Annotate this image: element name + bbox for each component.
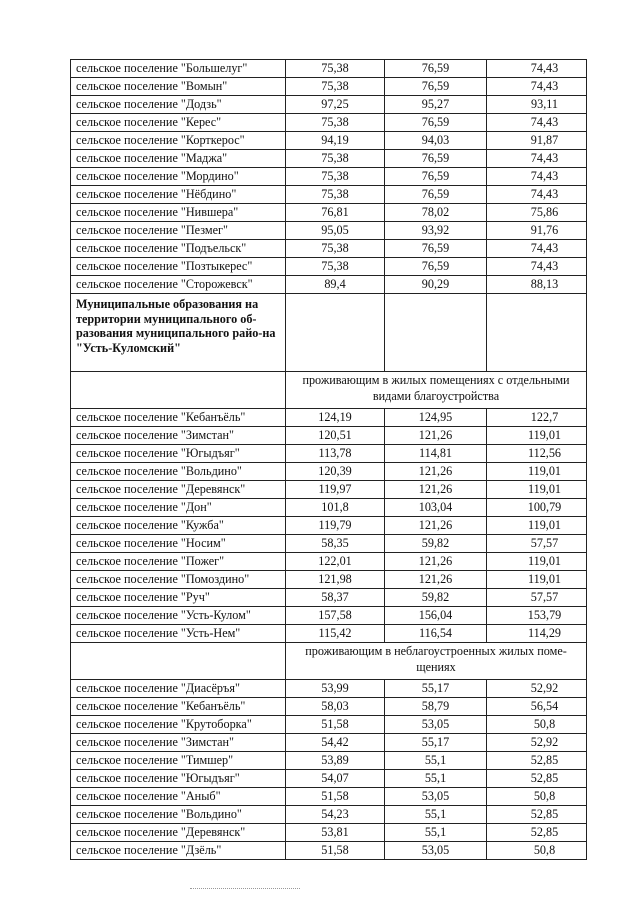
settlement-name-cell: сельское поселение "Югыдъяг" (71, 445, 286, 463)
value-cell-1: 53,81 (286, 824, 385, 842)
value-cell-2: 121,26 (385, 571, 487, 589)
table-row (71, 788, 587, 806)
value-cell-1: 119,79 (286, 517, 385, 535)
value-cell-3: 119,01 (487, 571, 587, 589)
table-row (71, 168, 587, 186)
value-cell-2: 53,05 (385, 842, 487, 860)
value-cell-1: 75,38 (286, 150, 385, 168)
table-block-1 (71, 60, 587, 294)
value-cell-1: 58,03 (286, 698, 385, 716)
value-cell-3: 50,8 (487, 716, 587, 734)
settlement-name-cell: сельское поселение "Большелуг" (71, 60, 286, 78)
settlement-name-cell: сельское поселение "Подъельск" (71, 240, 286, 258)
value-cell-1: 75,38 (286, 186, 385, 204)
table-row (71, 517, 587, 535)
table-row (71, 427, 587, 445)
value-cell-3: 74,43 (487, 240, 587, 258)
settlement-name-cell: сельское поселение "Дон" (71, 499, 286, 517)
value-cell-2: 121,26 (385, 427, 487, 445)
table-row (71, 60, 587, 78)
value-cell-3: 52,85 (487, 752, 587, 770)
settlement-name-cell: сельское поселение "Пожег" (71, 553, 286, 571)
value-cell-3: 91,76 (487, 222, 587, 240)
settlement-name-cell: сельское поселение "Носим" (71, 535, 286, 553)
settlement-name-cell: сельское поселение "Руч" (71, 589, 286, 607)
value-cell-2: 76,59 (385, 258, 487, 276)
settlement-name-cell: сельское поселение "Вольдино" (71, 806, 286, 824)
value-cell-1: 76,81 (286, 204, 385, 222)
settlement-name-cell: сельское поселение "Диасёръя" (71, 680, 286, 698)
value-cell-2: 55,1 (385, 770, 487, 788)
table-row (71, 258, 587, 276)
value-cell-2: 121,26 (385, 463, 487, 481)
value-cell-3: 52,92 (487, 734, 587, 752)
value-cell-1: 94,19 (286, 132, 385, 150)
value-cell-3: 52,85 (487, 806, 587, 824)
value-cell-2: 76,59 (385, 60, 487, 78)
value-cell-2: 76,59 (385, 150, 487, 168)
value-cell-2: 121,26 (385, 481, 487, 499)
value-cell-1: 75,38 (286, 258, 385, 276)
value-cell-3: 74,43 (487, 168, 587, 186)
table-row (71, 607, 587, 625)
value-cell-2: 55,1 (385, 806, 487, 824)
empty-cell (487, 294, 587, 372)
table-row (71, 114, 587, 132)
value-cell-3: 119,01 (487, 481, 587, 499)
value-cell-1: 54,07 (286, 770, 385, 788)
value-cell-3: 119,01 (487, 553, 587, 571)
settlement-name-cell: сельское поселение "Кужба" (71, 517, 286, 535)
table-row (71, 680, 587, 698)
value-cell-2: 76,59 (385, 114, 487, 132)
value-cell-1: 121,98 (286, 571, 385, 589)
value-cell-1: 115,42 (286, 625, 385, 643)
value-cell-1: 122,01 (286, 553, 385, 571)
value-cell-2: 95,27 (385, 96, 487, 114)
value-cell-2: 55,1 (385, 752, 487, 770)
value-cell-1: 58,35 (286, 535, 385, 553)
value-cell-1: 157,58 (286, 607, 385, 625)
tariff-table (70, 59, 587, 860)
settlement-name-cell: сельское поселение "Маджа" (71, 150, 286, 168)
table-row (71, 481, 587, 499)
table-row (71, 571, 587, 589)
settlement-name-cell: сельское поселение "Деревянск" (71, 824, 286, 842)
value-cell-3: 74,43 (487, 114, 587, 132)
table-block-2 (71, 409, 587, 643)
value-cell-3: 153,79 (487, 607, 587, 625)
value-cell-3: 119,01 (487, 463, 587, 481)
value-cell-2: 76,59 (385, 240, 487, 258)
settlement-name-cell: сельское поселение "Сторожевск" (71, 276, 286, 294)
value-cell-2: 114,81 (385, 445, 487, 463)
value-cell-1: 54,42 (286, 734, 385, 752)
value-cell-1: 113,78 (286, 445, 385, 463)
value-cell-3: 88,13 (487, 276, 587, 294)
table-row (71, 186, 587, 204)
value-cell-1: 58,37 (286, 589, 385, 607)
empty-cell (385, 294, 487, 372)
value-cell-2: 93,92 (385, 222, 487, 240)
settlement-name-cell: сельское поселение "Корткерос" (71, 132, 286, 150)
settlement-name-cell: сельское поселение "Позтыкерес" (71, 258, 286, 276)
settlement-name-cell: сельское поселение "Вомын" (71, 78, 286, 96)
value-cell-1: 51,58 (286, 788, 385, 806)
settlement-name-cell: сельское поселение "Усть-Кулом" (71, 607, 286, 625)
settlement-name-cell: сельское поселение "Дзёль" (71, 842, 286, 860)
value-cell-1: 53,89 (286, 752, 385, 770)
value-cell-2: 58,79 (385, 698, 487, 716)
value-cell-3: 74,43 (487, 78, 587, 96)
empty-cell (71, 372, 286, 409)
value-cell-2: 156,04 (385, 607, 487, 625)
settlement-name-cell: сельское поселение "Керес" (71, 114, 286, 132)
table-row (71, 535, 587, 553)
value-cell-2: 103,04 (385, 499, 487, 517)
settlement-name-cell: сельское поселение "Нившера" (71, 204, 286, 222)
settlement-name-cell: сельское поселение "Тимшер" (71, 752, 286, 770)
value-cell-1: 101,8 (286, 499, 385, 517)
value-cell-1: 75,38 (286, 240, 385, 258)
scan-artifact-line (190, 888, 300, 889)
settlement-name-cell: сельское поселение "Зимстан" (71, 427, 286, 445)
value-cell-3: 74,43 (487, 258, 587, 276)
table-row (71, 589, 587, 607)
value-cell-3: 119,01 (487, 427, 587, 445)
value-cell-2: 59,82 (385, 589, 487, 607)
section-heading: Муниципальные образования на территории муниципального об-разования муниципального райо-на "Усть-Куломский" (71, 294, 286, 372)
value-cell-1: 119,97 (286, 481, 385, 499)
value-cell-3: 74,43 (487, 186, 587, 204)
subheading-row-2 (71, 643, 587, 680)
value-cell-2: 121,26 (385, 517, 487, 535)
value-cell-3: 57,57 (487, 589, 587, 607)
value-cell-3: 74,43 (487, 150, 587, 168)
value-cell-2: 53,05 (385, 716, 487, 734)
table-row (71, 276, 587, 294)
table-block-3 (71, 680, 587, 860)
value-cell-1: 89,4 (286, 276, 385, 294)
settlement-name-cell: сельское поселение "Усть-Нем" (71, 625, 286, 643)
value-cell-2: 121,26 (385, 553, 487, 571)
table-row (71, 78, 587, 96)
value-cell-2: 90,29 (385, 276, 487, 294)
value-cell-2: 116,54 (385, 625, 487, 643)
settlement-name-cell: сельское поселение "Зимстан" (71, 734, 286, 752)
table-row (71, 716, 587, 734)
table-row (71, 150, 587, 168)
subheading-1: проживающим в жилых помещениях с отдельными видами благоустройства (286, 372, 587, 409)
value-cell-1: 75,38 (286, 78, 385, 96)
value-cell-3: 52,85 (487, 770, 587, 788)
empty-cell (71, 643, 286, 680)
value-cell-3: 112,56 (487, 445, 587, 463)
settlement-name-cell: сельское поселение "Югыдъяг" (71, 770, 286, 788)
value-cell-3: 74,43 (487, 60, 587, 78)
value-cell-1: 54,23 (286, 806, 385, 824)
table-row (71, 499, 587, 517)
section-heading-row (71, 294, 587, 372)
settlement-name-cell: сельское поселение "Вольдино" (71, 463, 286, 481)
value-cell-1: 75,38 (286, 168, 385, 186)
settlement-name-cell: сельское поселение "Кебанъёль" (71, 409, 286, 427)
value-cell-2: 59,82 (385, 535, 487, 553)
table-row (71, 409, 587, 427)
settlement-name-cell: сельское поселение "Крутоборка" (71, 716, 286, 734)
value-cell-1: 97,25 (286, 96, 385, 114)
value-cell-1: 53,99 (286, 680, 385, 698)
value-cell-1: 75,38 (286, 114, 385, 132)
table-row (71, 734, 587, 752)
table-row (71, 445, 587, 463)
value-cell-1: 124,19 (286, 409, 385, 427)
value-cell-3: 57,57 (487, 535, 587, 553)
table-row (71, 132, 587, 150)
value-cell-1: 75,38 (286, 60, 385, 78)
value-cell-2: 76,59 (385, 78, 487, 96)
value-cell-2: 124,95 (385, 409, 487, 427)
table-row (71, 553, 587, 571)
table-row (71, 806, 587, 824)
settlement-name-cell: сельское поселение "Мордино" (71, 168, 286, 186)
value-cell-3: 114,29 (487, 625, 587, 643)
settlement-name-cell: сельское поселение "Аныб" (71, 788, 286, 806)
value-cell-1: 51,58 (286, 842, 385, 860)
table-row (71, 752, 587, 770)
value-cell-3: 75,86 (487, 204, 587, 222)
section-heading-block (71, 294, 587, 409)
settlement-name-cell: сельское поселение "Додзь" (71, 96, 286, 114)
subheading-block-2 (71, 643, 587, 680)
settlement-name-cell: сельское поселение "Помоздино" (71, 571, 286, 589)
table-row (71, 204, 587, 222)
value-cell-3: 52,85 (487, 824, 587, 842)
value-cell-2: 55,17 (385, 734, 487, 752)
value-cell-2: 94,03 (385, 132, 487, 150)
value-cell-3: 91,87 (487, 132, 587, 150)
subheading-row-1 (71, 372, 587, 409)
table-row (71, 842, 587, 860)
value-cell-3: 56,54 (487, 698, 587, 716)
value-cell-2: 53,05 (385, 788, 487, 806)
value-cell-3: 100,79 (487, 499, 587, 517)
table-row (71, 770, 587, 788)
settlement-name-cell: сельское поселение "Нёбдино" (71, 186, 286, 204)
value-cell-3: 50,8 (487, 788, 587, 806)
table-row (71, 698, 587, 716)
value-cell-1: 51,58 (286, 716, 385, 734)
settlement-name-cell: сельское поселение "Кебанъёль" (71, 698, 286, 716)
table-row (71, 463, 587, 481)
value-cell-1: 120,39 (286, 463, 385, 481)
value-cell-3: 93,11 (487, 96, 587, 114)
table-row (71, 222, 587, 240)
value-cell-2: 55,17 (385, 680, 487, 698)
subheading-2: проживающим в неблагоустроенных жилых поме-щениях (286, 643, 587, 680)
empty-cell (286, 294, 385, 372)
value-cell-2: 76,59 (385, 168, 487, 186)
value-cell-2: 55,1 (385, 824, 487, 842)
table-row (71, 96, 587, 114)
settlement-name-cell: сельское поселение "Деревянск" (71, 481, 286, 499)
value-cell-1: 95,05 (286, 222, 385, 240)
value-cell-2: 76,59 (385, 186, 487, 204)
value-cell-1: 120,51 (286, 427, 385, 445)
value-cell-2: 78,02 (385, 204, 487, 222)
value-cell-3: 50,8 (487, 842, 587, 860)
value-cell-3: 122,7 (487, 409, 587, 427)
table-row (71, 824, 587, 842)
settlement-name-cell: сельское поселение "Пезмег" (71, 222, 286, 240)
value-cell-3: 119,01 (487, 517, 587, 535)
table-row (71, 240, 587, 258)
table-row (71, 625, 587, 643)
value-cell-3: 52,92 (487, 680, 587, 698)
